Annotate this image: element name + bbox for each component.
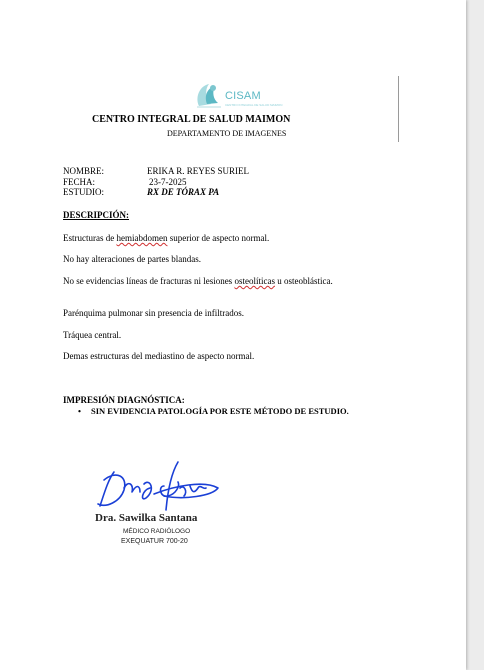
paragraph-text: superior de aspecto normal. <box>167 233 270 243</box>
margin-line <box>398 76 399 142</box>
impression-title: IMPRESIÓN DIAGNÓSTICA: <box>63 395 185 405</box>
impression-item <box>78 406 349 416</box>
study-value: RX DE TÓRAX PA <box>147 187 220 197</box>
doctor-name: Dra. Sawilka Santana <box>95 512 198 524</box>
spellcheck-word[interactable]: hemiabdomen <box>116 233 168 243</box>
bullet-icon: • <box>78 406 81 416</box>
name-label: NOMBRE: <box>63 166 105 176</box>
doctor-title: MÉDICO RADIÓLOGO <box>123 528 191 535</box>
impression-text: SIN EVIDENCIA PATOLOGÍA POR ESTE MÉTODO DE ESTUDIO. <box>91 406 349 416</box>
date-value: 23-7-2025 <box>149 177 187 187</box>
paragraph-text: No se evidencias líneas de fracturas ni lesiones <box>63 276 235 286</box>
date-label: FECHA: <box>63 177 96 187</box>
study-label: ESTUDIO: <box>63 187 104 197</box>
description-paragraph: Demas estructuras del mediastino de aspecto normal. <box>63 351 255 361</box>
description-title: DESCRIPCIÓN: <box>63 210 130 220</box>
name-value: ERIKA R. REYES SURIEL <box>147 166 250 176</box>
handwritten-signature <box>94 458 224 514</box>
doctor-license: EXEQUATUR 700-20 <box>121 538 188 545</box>
cisam-logo <box>193 80 283 110</box>
description-paragraph: Parénquima pulmonar sin presencia de infiltrados. <box>63 308 244 318</box>
center-name: CENTRO INTEGRAL DE SALUD MAIMON <box>92 114 291 125</box>
paragraph-text: Estructuras de <box>63 233 117 243</box>
description-paragraph: Tráquea central. <box>63 330 122 340</box>
department-name: DEPARTAMENTO DE IMAGENES <box>167 129 287 138</box>
logo-text: CISAM <box>225 90 261 102</box>
description-paragraph: No hay alteraciones de partes blandas. <box>63 254 201 264</box>
description-paragraph <box>63 233 363 244</box>
logo-tagline: CENTRO INTEGRAL DE SALUD MAIMON <box>225 103 283 107</box>
logo-emblem-icon <box>193 80 225 110</box>
paragraph-text: u osteoblástica. <box>274 276 333 286</box>
spellcheck-word[interactable]: osteolíticas <box>234 276 275 286</box>
description-paragraph <box>63 276 353 287</box>
